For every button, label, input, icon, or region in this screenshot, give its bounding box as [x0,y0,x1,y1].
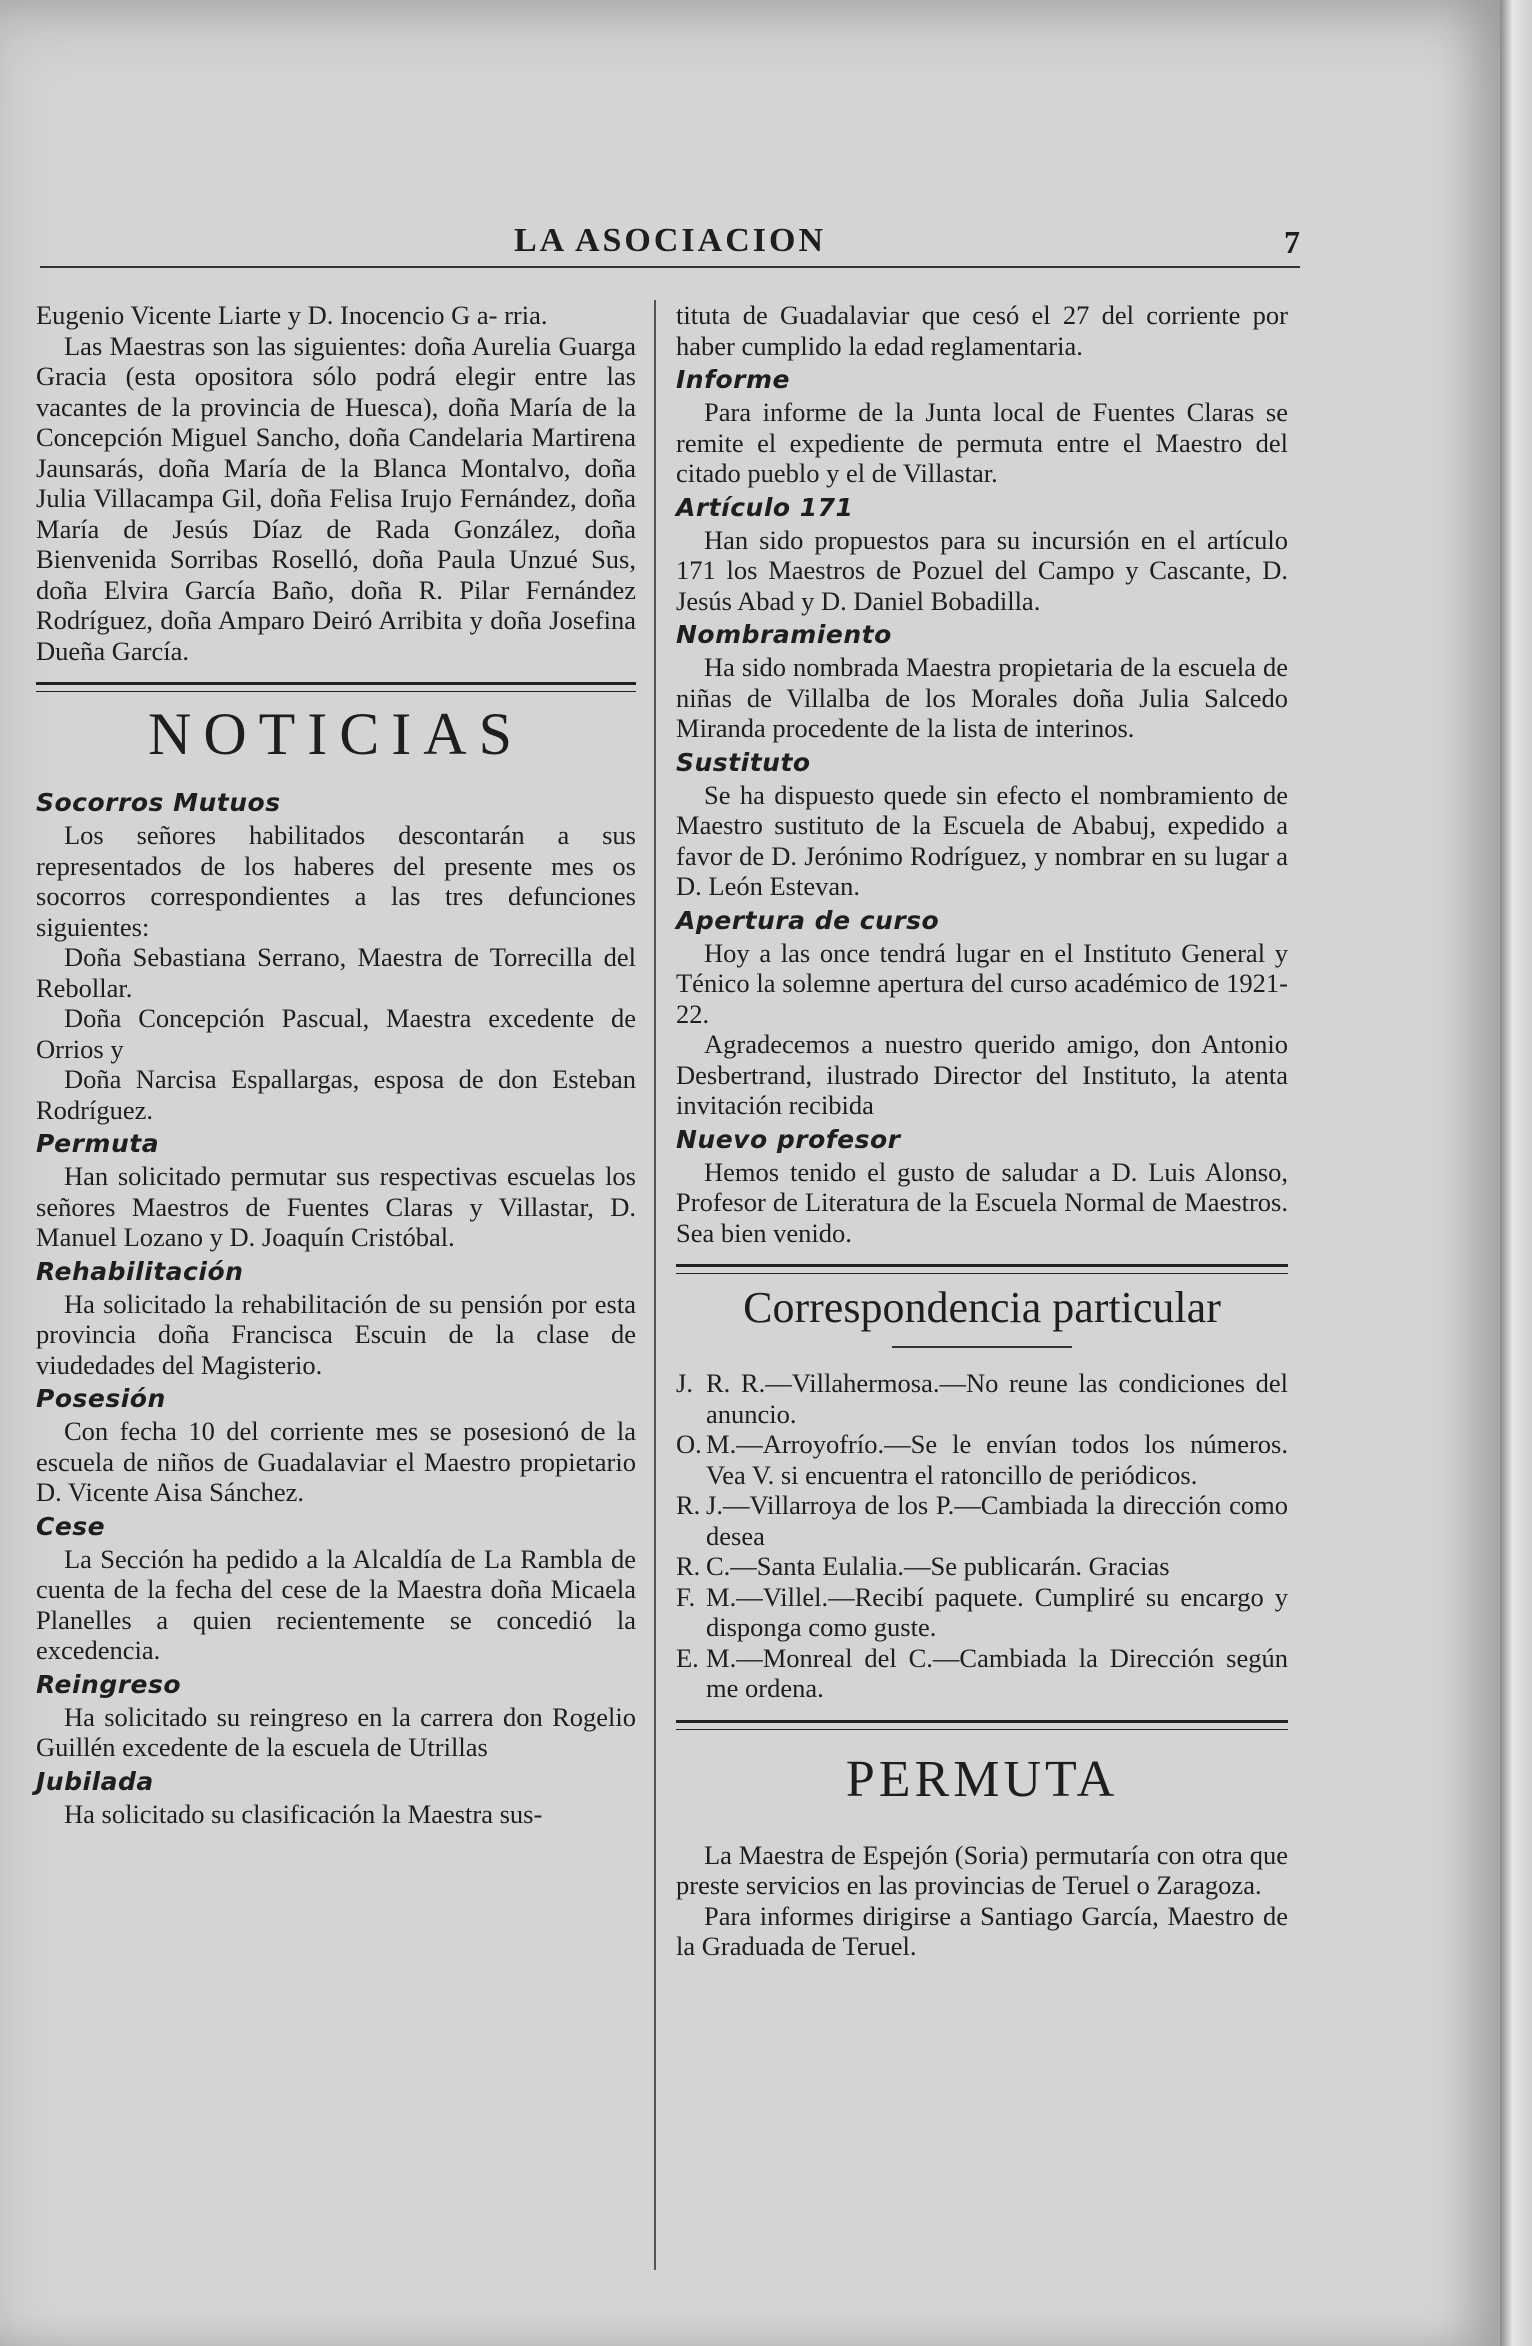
paragraph: Para informe de la Junta local de Fuentes Claras se remite el expediente de permuta entre el Maestro del citado pueblo y el de Villastar. [676,397,1288,488]
entry-text: C.—Santa Eulalia.—Se publicarán. Gracias [706,1551,1170,1581]
paragraph: Ha solicitado su reingreso en la carrera don Rogelio Guillén excedente de la escuela de Utrillas [36,1701,636,1762]
list-item [676,1643,1288,1704]
section-heading: Cese [36,1511,106,1541]
publication-title: LA ASOCIACION [513,222,826,259]
entry-text: M.—Arroyofrío.—Se le envían todos los números. Vea V. si encuentra el ratoncillo de periódicos. [706,1429,1288,1490]
page-number: 7 [1284,224,1300,260]
section-heading: Socorros Mutuos [36,788,281,817]
paragraph: Con fecha 10 del corriente mes se posesionó de la escuela de niños de Guadalaviar el Maestro propietario D. Vicente Aisa Sánchez. [36,1416,636,1507]
list-item [676,1490,1288,1551]
initial: E. [676,1642,699,1673]
initial: R. [676,1490,701,1520]
paragraph: Agradecemos a nuestro querido amigo, don Antonio Desbertrand, ilustrado Director del Instituto, la atenta invitación recibida [676,1029,1288,1120]
left-column [36,300,636,1829]
section-heading: Permuta [36,1129,160,1158]
paragraph: Ha solicitado la rehabilitación de su pensión por esta provincia doña Francisca Escuin de la clase de viudedades del Magisterio. [36,1288,636,1380]
paragraph: Los señores habilitados descontarán a sus representados de los haberes del presente mes os socorros correspondientes a las tres defunciones siguientes: [36,820,636,942]
paragraph: Para informes dirigirse a Santiago García, Maestro de la Graduada de Teruel. [676,1900,1288,1961]
section-heading: Reingreso [36,1669,182,1699]
paragraph: Las Maestras son las siguientes: doña Aurelia Guarga Gracia (esta opositora sólo podrá elegir entre las vacantes de la provincia de Huesca), doña María de la Concepción Miguel Sancho, doña Candelaria Martirena Jaunsarás, doña María de la Blanca Montalvo, doña Julia Villacampa Gil, doña Felisa Irujo Fernández, doña María de Jesús Díaz de Rada González, doña Bienvenida Sorribas Roselló, doña Paula Unzué Sus, doña Elvira García Baño, doña R. Pilar Fernández Rodríguez, doña Amparo Deiró Arribita y doña Josefina Dueña García. [36,330,636,666]
noticias-heading: NOTICIAS [148,701,524,767]
initial: F. [676,1581,696,1612]
list-item [676,1551,1288,1582]
section-heading: Jubilada [36,1766,154,1796]
paragraph: Ha sido nombrada Maestra propietaria de la escuela de niñas de Villalba de los Morales doña Julia Salcedo Miranda procedente de la lista de interinos. [676,652,1288,743]
entry-text: M.—Monreal del C.—Cambiada la Dirección según me ordena. [706,1642,1288,1703]
page-header [40,222,1300,272]
section-heading: Artículo 171 [676,492,854,522]
section-heading: Informe [676,365,790,394]
column-divider [654,300,656,2270]
initial: O. [676,1429,702,1459]
paragraph: Han solicitado permutar sus respectivas escuelas los señores Maestros de Fuentes Claras y Villastar, D. Manuel Lozano y D. Joaquín Cristóbal. [36,1161,636,1252]
paragraph: Doña Sebastiana Serrano, Maestra de Torrecilla del Rebollar. [36,942,636,1003]
entry-text: R. R.—Villahermosa.—No reune las condiciones del anuncio. [706,1368,1288,1429]
paragraph: Ha solicitado su clasificación la Maestra sus- [64,1798,543,1829]
paragraph: Doña Narcisa Espallargas, esposa de don Esteban Rodríguez. [36,1064,636,1125]
paragraph: Hoy a las once tendrá lugar en el Instituto General y Ténico la solemne apertura del curso académico de 1921-22. [676,937,1288,1029]
section-heading: Apertura de curso [676,905,940,935]
section-rule [36,682,636,692]
list-item [676,1368,1288,1429]
header-rule [40,266,1300,268]
section-heading: Posesión [36,1384,166,1413]
initial: J. [676,1368,693,1398]
permuta-heading: PERMUTA [845,1750,1119,1808]
paragraph: La Sección ha pedido a la Alcaldía de La Rambla de cuenta de la fecha del cese de la Maestra doña Micaela Planelles a quien recientemente se concedió la excedencia. [36,1543,636,1665]
paragraph: Hemos tenido el gusto de saludar a D. Luis Alonso, Profesor de Literatura de la Escuela Normal de Maestros. Sea bien venido. [676,1156,1288,1248]
section-heading: Nuevo profesor [676,1124,901,1154]
paragraph: tituta de Guadalaviar que cesó el 27 del corriente por haber cumplido la edad reglamentaria. [676,300,1288,361]
right-column [676,300,1288,1962]
paragraph: La Maestra de Espejón (Soria) permutaría con otra que preste servicios en las provincias de Teruel o Zaragoza. [676,1839,1288,1900]
entry-text: M.—Villel.—Recibí paquete. Cumpliré su encargo y disponga como guste. [706,1581,1288,1642]
list-item [676,1429,1288,1490]
paragraph: Se ha dispuesto quede sin efecto el nombramiento de Maestro sustituto de la Escuela de Ababuj, expedido a favor de D. Jerónimo Rodríguez, y nombrar en su lugar a D. León Estevan. [676,779,1288,901]
correspondence-list [676,1368,1288,1704]
initial: R. [676,1551,701,1581]
correspondencia-heading: Correspondencia particular [743,1283,1221,1332]
section-heading: Nombramiento [676,620,892,649]
paragraph: Doña Concepción Pascual, Maestra excedente de Orrios y [36,1003,636,1064]
paragraph: Eugenio Vicente Liarte y D. Inocencio G a- rria. [36,300,548,330]
section-heading: Sustituto [676,747,811,777]
entry-text: J.—Villarroya de los P.—Cambiada la dirección como desea [706,1490,1288,1551]
section-rule [676,1264,1288,1274]
paragraph: Han sido propuestos para su incursión en el artículo 171 los Maestros de Pozuel del Campo y Cascante, D. Jesús Abad y D. Daniel Bobadilla. [676,524,1288,616]
short-rule [892,1346,1072,1348]
section-heading: Rehabilitación [36,1256,244,1286]
list-item [676,1582,1288,1643]
page-edge [1500,0,1532,2346]
section-rule [676,1720,1288,1730]
